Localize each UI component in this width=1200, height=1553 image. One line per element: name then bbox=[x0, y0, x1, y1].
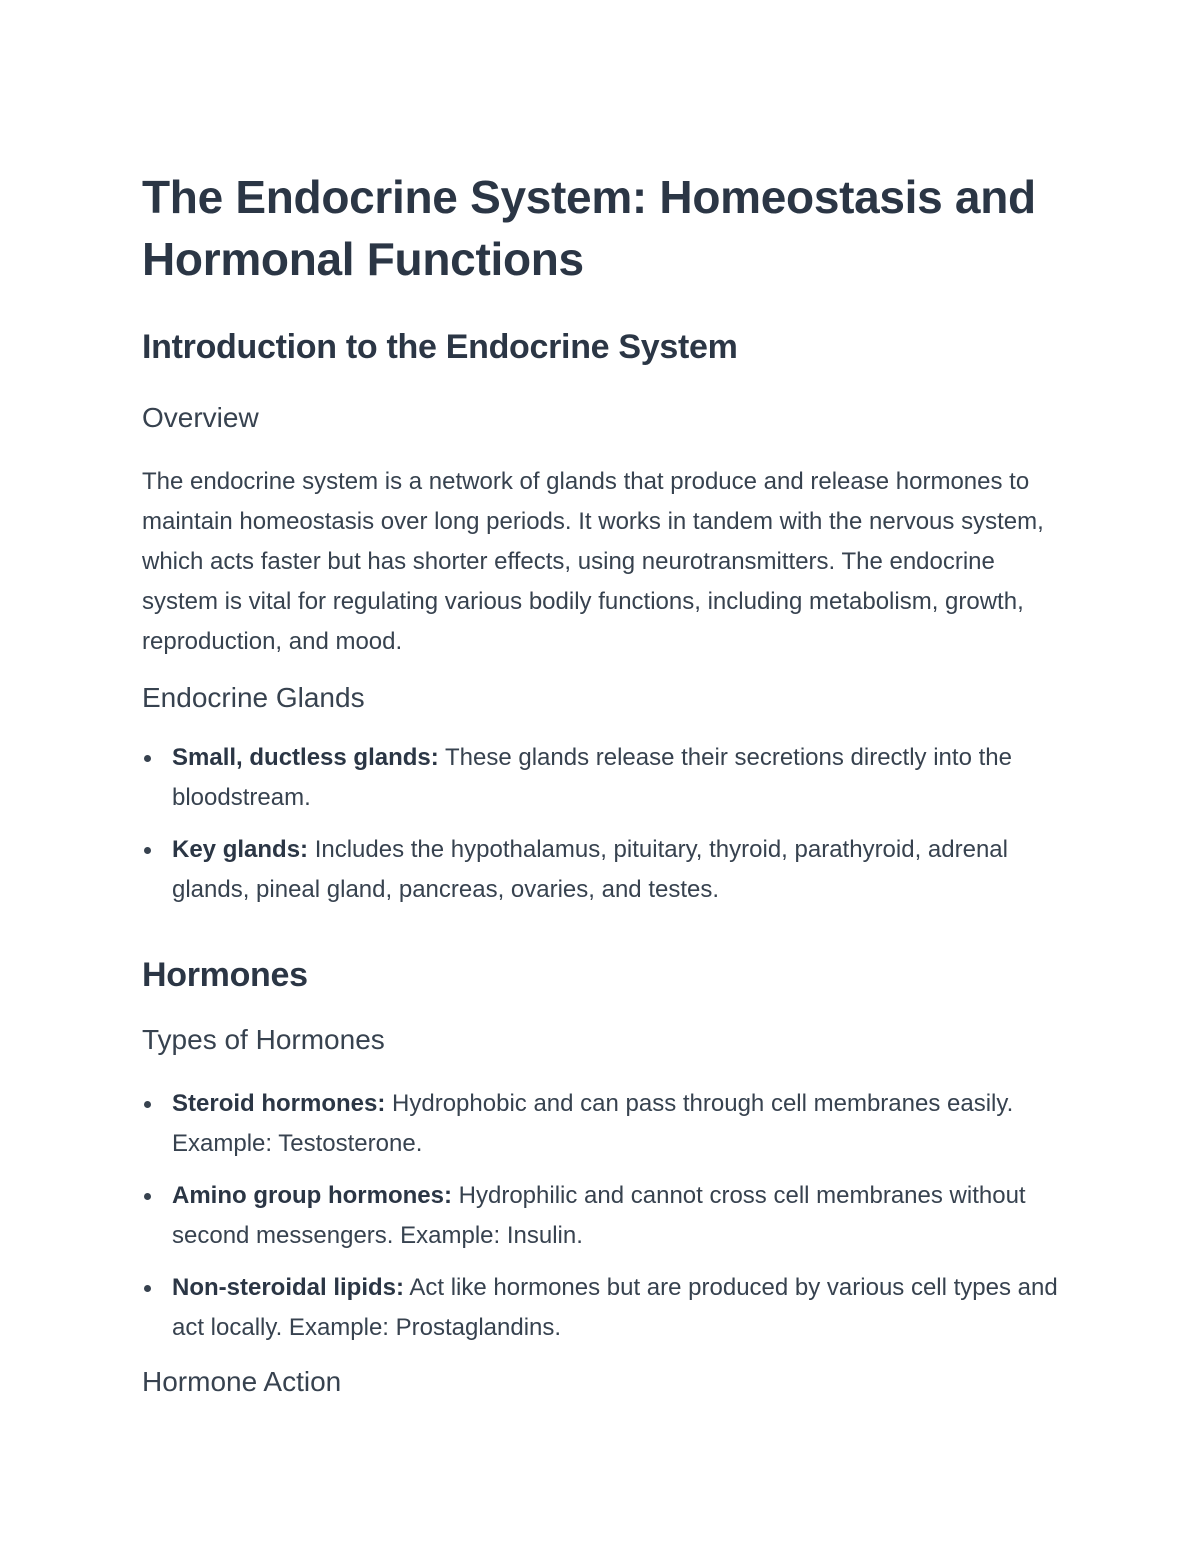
list-item-text: These glands release their secretions directly into the bloodstream. bbox=[172, 744, 1012, 811]
list-item-term: Key glands: bbox=[172, 836, 309, 863]
list-item bbox=[142, 1268, 1062, 1348]
subheading-types-of-hormones: Types of Hormones bbox=[142, 1024, 385, 1055]
list-item-text: Includes the hypothalamus, pituitary, thyroid, parathyroid, adrenal glands, pineal gland, pancreas, ovaries, and testes. bbox=[172, 836, 1008, 903]
overview-paragraph: The endocrine system is a network of glands that produce and release hormones to maintain homeostasis over long periods. It works in tandem with the nervous system, which acts faster but has shorter effects, using neurotransmitters. The endocrine system is vital for regulating various bodily functions, including metabolism, growth, reproduction, and mood. bbox=[142, 468, 1044, 655]
list-item-term: Amino group hormones: bbox=[172, 1182, 452, 1209]
bullet-icon bbox=[144, 847, 151, 854]
glands-list bbox=[142, 738, 1062, 910]
list-item-term: Non-steroidal lipids: bbox=[172, 1274, 405, 1301]
subheading-hormone-action: Hormone Action bbox=[142, 1366, 342, 1397]
subheading-overview: Overview bbox=[142, 402, 259, 433]
subheading-endocrine-glands: Endocrine Glands bbox=[142, 682, 365, 713]
bullet-icon bbox=[144, 1285, 151, 1292]
list-item-term: Small, ductless glands: bbox=[172, 744, 439, 771]
bullet-icon bbox=[144, 1101, 151, 1108]
section-heading-hormones: Hormones bbox=[142, 956, 308, 994]
list-item-text: Act like hormones but are produced by various cell types and act locally. Example: Prostaglandins. bbox=[172, 1274, 1058, 1341]
hormone-types-list bbox=[142, 1084, 1062, 1348]
list-item-term: Steroid hormones: bbox=[172, 1090, 386, 1117]
section-heading-intro: Introduction to the Endocrine System bbox=[142, 328, 738, 366]
list-item-text: Hydrophilic and cannot cross cell membranes without second messengers. Example: Insulin. bbox=[172, 1182, 1026, 1249]
list-item bbox=[142, 1084, 1062, 1164]
page-title: The Endocrine System: Homeostasis and Hormonal Functions bbox=[142, 171, 1036, 285]
list-item bbox=[142, 830, 1062, 910]
list-item bbox=[142, 1176, 1062, 1256]
list-item-text: Hydrophobic and can pass through cell membranes easily. Example: Testosterone. bbox=[172, 1090, 1014, 1157]
bullet-icon bbox=[144, 755, 151, 762]
document-page bbox=[142, 166, 1062, 1400]
bullet-icon bbox=[144, 1193, 151, 1200]
list-item bbox=[142, 738, 1062, 818]
